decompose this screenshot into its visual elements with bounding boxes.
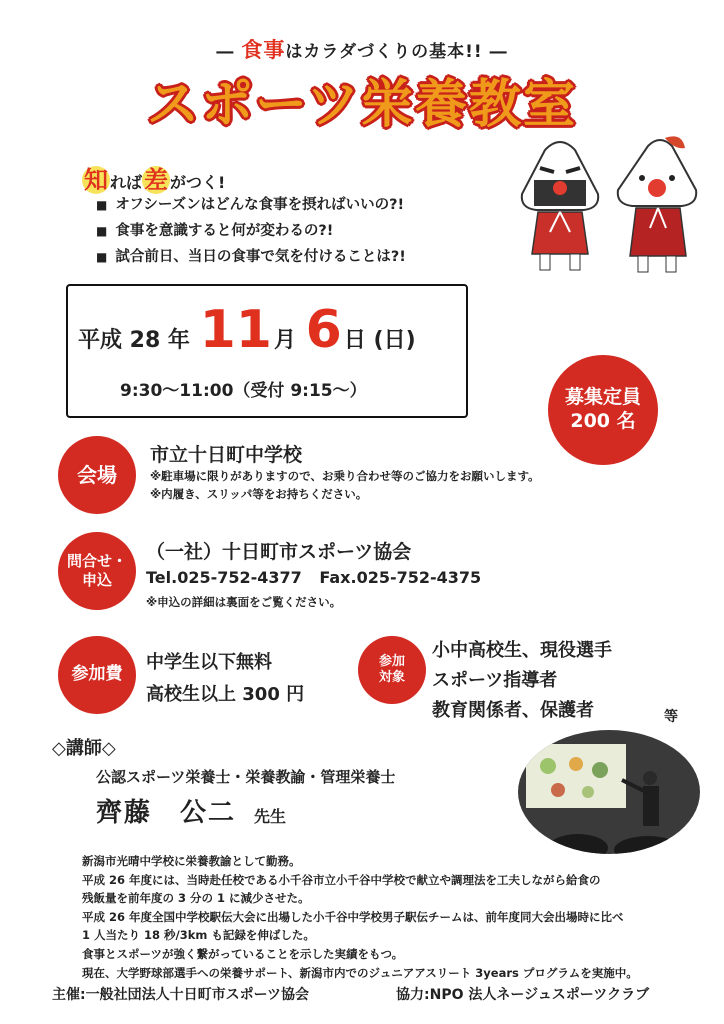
cooperation: 協力:NPO 法人ネージュスポーツクラブ — [396, 987, 650, 1003]
inquiry-contact — [146, 568, 481, 587]
lecturer-honorific: 先生 — [254, 807, 287, 826]
hook-char-diff: 差 — [144, 166, 169, 194]
date-weekday: (日) — [373, 328, 416, 353]
tagline — [0, 34, 724, 64]
capacity-label: 募集定員 — [564, 386, 641, 409]
tagline-highlight: 食事 — [241, 38, 286, 62]
question-item: ■ 食事を意識すると何が変わるの?! — [96, 218, 406, 244]
venue-badge: 会場 — [58, 436, 136, 514]
tagline-dash-left: ― — [216, 42, 235, 62]
onigiri-girl-icon — [618, 136, 696, 272]
bio-line: 1 人当たり 18 秒/3km も記録を伸ばした。 — [82, 928, 315, 943]
hook-char-know: 知 — [84, 166, 108, 194]
fee-badge: 参加費 — [58, 636, 136, 714]
lecturer-heading: ◇講師◇ — [52, 738, 116, 759]
page-title: スポーツ栄養教室 — [147, 75, 577, 135]
bio-line: 残飯量を前年度の 3 分の 1 に減少させた。 — [82, 891, 310, 906]
target-etc: 等 — [664, 709, 678, 725]
venue-note-parking: ※駐車場に限りがありますので、お乗り合わせ等のご協力をお願いします。 — [150, 469, 540, 483]
fee-line-senior: 高校生以上 300 円 — [146, 684, 305, 705]
lecturer-bio — [82, 852, 638, 982]
venue-name: 市立十日町中学校 — [150, 444, 303, 466]
event-time: 9:30～11:00（受付 9:15～） — [120, 381, 367, 401]
organizer: 主催:一般社団法人十日町市スポーツ協会 — [52, 987, 310, 1003]
tagline-text: はカラダづくりの基本!! — [285, 42, 483, 62]
target-item: スポーツ指導者 — [432, 670, 558, 691]
capacity-value: 200 名 — [570, 410, 636, 432]
target-badge-line2: 対象 — [378, 670, 405, 685]
bio-line: 新潟市光晴中学校に栄養教諭として勤務。 — [82, 854, 301, 868]
question-item: ■ オフシーズンはどんな食事を摂ればいいの?! — [96, 192, 406, 218]
bio-line: 現在、大学野球部選手への栄養サポート、新潟市内でのジュニアアスリート 3years プログラムを実施中。 — [82, 965, 638, 980]
date-day: 6 — [305, 300, 342, 360]
onigiri-boy-icon — [522, 142, 598, 270]
inquiry-badge — [58, 532, 136, 610]
bio-line: 食事とスポーツが強く繋がっていることを示した実績をもつ。 — [82, 946, 404, 961]
fee-line-junior: 中学生以下無料 — [146, 652, 272, 673]
inquiry-note: ※申込の詳細は裏面をご覧ください。 — [146, 595, 342, 609]
onigiri-characters-illustration — [500, 132, 710, 282]
inquiry-fax: Fax.025-752-4375 — [319, 568, 482, 587]
date-month-unit: 月 — [273, 328, 296, 353]
event-date — [78, 300, 416, 360]
inquiry-tel: Tel.025-752-4377 — [146, 568, 302, 587]
lecture-photo — [518, 730, 700, 854]
question-item: ■ 試合前日、当日の食事で気を付けることは?! — [96, 244, 406, 270]
bio-line: 平成 26 年度全国中学校駅伝大会に出場した小千谷中学校男子駅伝チームは、前年度同大会出場時に比べ — [82, 909, 624, 924]
venue-note-shoes: ※内履き、スリッパ等をお持ちください。 — [150, 487, 368, 501]
date-month: 11 — [199, 300, 272, 360]
target-list — [432, 636, 612, 726]
inquiry-organization: （一社）十日町市スポーツ協会 — [146, 541, 412, 563]
bio-line: 平成 26 年度には、当時赴任校である小千谷市立小千谷中学校で献立や調理法を工夫しながら給食の — [82, 872, 601, 887]
target-badge-line1: 参加 — [378, 653, 405, 669]
question-list — [96, 192, 406, 270]
capacity-badge — [548, 355, 658, 465]
tagline-dash-right: ― — [489, 42, 508, 62]
inquiry-badge-line1: 問合せ・ — [66, 552, 127, 571]
hook-text-1: れば — [110, 173, 143, 192]
target-badge — [358, 636, 426, 704]
inquiry-badge-line2: 申込 — [81, 571, 112, 589]
date-era: 平成 28 年 — [78, 328, 190, 353]
hook-text — [82, 160, 225, 195]
lecturer-name: 齊藤 公二 — [96, 798, 237, 828]
hook-text-2: がつく! — [170, 173, 226, 192]
date-day-unit: 日 — [343, 328, 366, 353]
target-item: 小中高校生、現役選手 — [432, 640, 612, 661]
lecturer-role: 公認スポーツ栄養士・栄養教諭・管理栄養士 — [96, 768, 396, 786]
target-item: 教育関係者、保護者 — [432, 700, 594, 721]
